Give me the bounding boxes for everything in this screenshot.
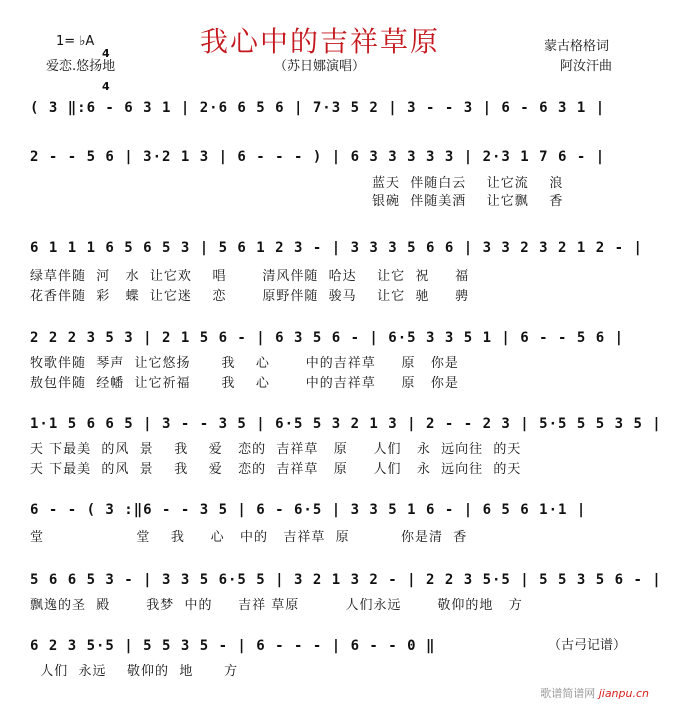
watermark-url: jianpu.cn — [598, 687, 649, 700]
staff-notes: 6 - - ( 3 :‖6 - - 3 5 | 6 - 6·5 | 3 3 5 1 6 - | 6 5 6 1·1 | — [30, 502, 587, 518]
lyricist-credit: 蒙古格格词 — [544, 39, 610, 54]
staff-notes: 2 - - 5 6 | 3·2 1 3 | 6 - - - ) | 6 3 3 3 3 3 | 2·3 1 7 6 - | — [30, 149, 606, 165]
singer-credit: （苏日娜演唱） — [274, 59, 366, 74]
lyric-line: 牧歌伴随 琴声 让它悠扬 我 心 中的吉祥草 原 你是 — [30, 356, 459, 371]
time-signature-denominator: 4 — [102, 80, 110, 93]
staff-notes: 1·1 5 6 6 5 | 3 - - 3 5 | 6·5 5 3 2 1 3 | 2 - - 2 3 | 5·5 5 5 3 5 | — [30, 416, 662, 432]
staff-notes: 2 2 2 3 5 3 | 2 1 5 6 - | 6 3 5 6 - | 6·5 3 3 5 1 | 6 - - 5 6 | — [30, 330, 625, 346]
staff-notes: 6 1 1 1 6 5 6 5 3 | 5 6 1 2 3 - | 3 3 3 5 6 6 | 3 3 2 3 2 1 2 - | — [30, 240, 643, 256]
transcriber-credit: （古弓记谱） — [548, 638, 627, 653]
staff-line — [30, 498, 643, 528]
watermark-text: 歌谱简谱网 — [540, 687, 596, 700]
staff-line — [30, 145, 643, 175]
lyric-line: 天 下最美 的风 景 我 爱 恋的 吉祥草 原 人们 永 远向往 的天 — [30, 442, 522, 457]
staff-line — [30, 236, 643, 266]
staff-notes: 5 6 6 5 3 - | 3 3 5 6·5 5 | 3 2 1 3 2 - | 2 2 3 5·5 | 5 5 3 5 6 - | — [30, 572, 662, 588]
key-signature: 1= ♭A — [56, 34, 95, 49]
lyric-line: 银碗 伴随美酒 让它飘 香 — [372, 194, 564, 209]
lyric-line: 绿草伴随 河 水 让它欢 唱 清风伴随 哈达 让它 祝 福 — [30, 269, 470, 284]
lyric-line: 天 下最美 的风 景 我 爱 恋的 吉祥草 原 人们 永 远向往 的天 — [30, 462, 522, 477]
expression-marking: 爱恋.悠扬地 — [46, 59, 116, 74]
lyric-line: 堂 堂 我 心 中的 吉祥草 原 你是清 香 — [30, 530, 468, 545]
site-watermark — [540, 685, 649, 701]
time-signature-numerator: 4 — [102, 47, 110, 60]
song-title: 我心中的吉祥草原 — [200, 25, 441, 58]
staff-notes: 6 2 3 5·5 | 5 5 3 5 - | 6 - - - | 6 - - 0 ‖ — [30, 638, 436, 654]
lyric-line: 敖包伴随 经幡 让它祈福 我 心 中的吉祥草 原 你是 — [30, 376, 459, 391]
lyric-line: 蓝天 伴随白云 让它流 浪 — [372, 176, 564, 191]
composer-credit: 阿汝汗曲 — [560, 59, 613, 74]
staff-line — [30, 96, 643, 126]
staff-notes: ( 3 ‖:6 - 6 3 1 | 2·6 6 5 6 | 7·3 5 2 | 3 - - 3 | 6 - 6 3 1 | — [30, 100, 606, 116]
lyric-line: 人们 永远 敬仰的 地 方 — [30, 664, 239, 679]
lyric-line: 花香伴随 彩 蝶 让它迷 恋 原野伴随 骏马 让它 驰 骋 — [30, 289, 470, 304]
lyric-line: 飘逸的圣 殿 我梦 中的 吉祥 草原 人们永远 敬仰的地 方 — [30, 598, 523, 613]
